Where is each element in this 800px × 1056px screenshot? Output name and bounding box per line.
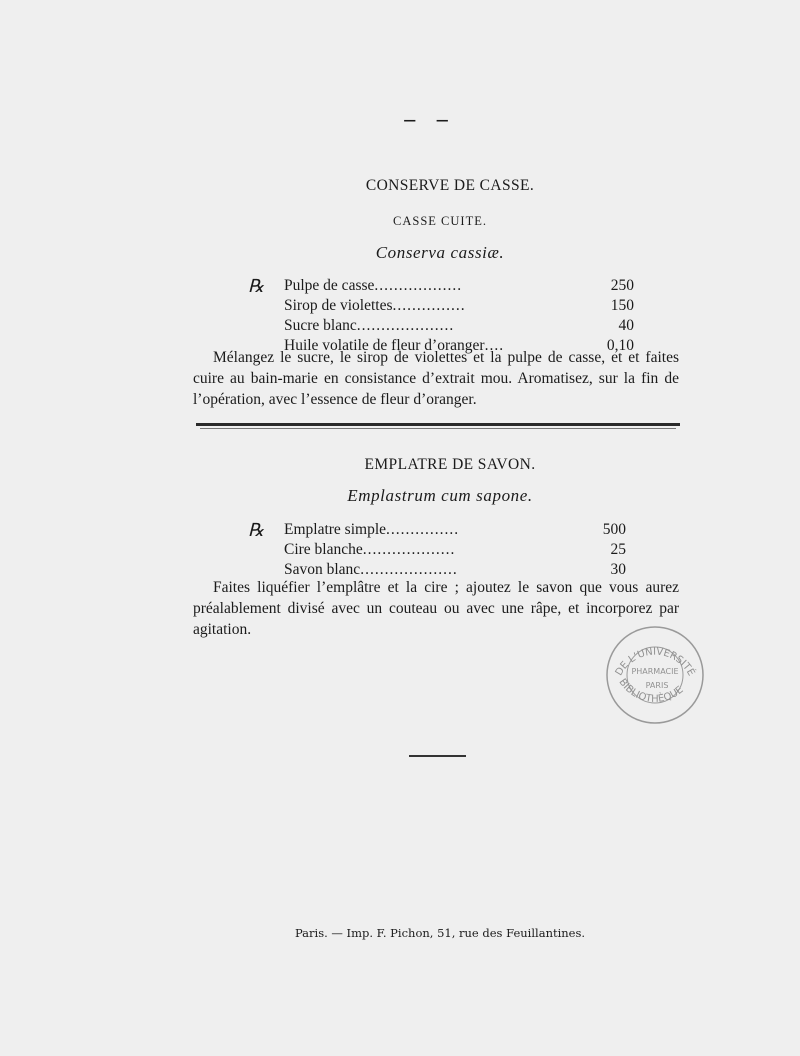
- stamp-center-line1: PHARMACIE: [631, 667, 679, 676]
- section-divider: [196, 423, 680, 426]
- ingredient-row: [248, 276, 648, 296]
- ingredient-qty: 40: [618, 317, 634, 334]
- ingredient-dots: ...............: [386, 521, 460, 538]
- ingredient-name: Pulpe de casse: [284, 277, 375, 294]
- recipe-symbol: ℞: [248, 520, 265, 540]
- latin-name-conserva: Conserva cassiæ.: [375, 243, 505, 262]
- ingredient-dots: ....: [484, 337, 505, 354]
- ingredient-dots: ....................: [356, 317, 455, 334]
- stamp-bottom-text: BIBLIOTHÈQUE: [616, 676, 686, 705]
- ingredient-list-conserve: [248, 276, 648, 356]
- ingredient-qty: 0,10: [606, 337, 634, 354]
- ingredient-row: [248, 296, 648, 316]
- ingredient-name: Savon blanc: [284, 561, 361, 578]
- ingredient-qty: 30: [610, 561, 626, 578]
- recipe-symbol: ℞: [248, 276, 265, 296]
- ingredient-qty: 250: [610, 277, 634, 294]
- ingredient-qty: 25: [610, 541, 626, 558]
- instructions-conserve: Mélangez le sucre, le sirop de violettes et la pulpe de casse, et et faites cuire au bain-marie en consistance d’extrait mou. Aromatisez, sur la fin de l’opération, avec l’essence de fleur d’oranger.: [193, 349, 679, 408]
- section-title-conserve: CONSERVE DE CASSE.: [365, 177, 535, 194]
- printer-imprint: Paris. — Imp. F. Pichon, 51, rue des Feuillantines.: [294, 926, 586, 940]
- page-marker: – –: [404, 106, 456, 131]
- closing-rule: [409, 755, 466, 757]
- ingredient-name: Sucre blanc: [284, 317, 357, 334]
- section-subtitle-casse-cuite: CASSE CUITE.: [393, 214, 487, 228]
- ingredient-dots: ....................: [360, 561, 458, 578]
- ingredient-name: Huile volatile de fleur d’oranger: [284, 337, 485, 354]
- section-divider-thin: [200, 428, 676, 429]
- ingredient-name: Sirop de violettes: [284, 297, 393, 314]
- latin-name-emplastrum: Emplastrum cum sapone.: [347, 486, 533, 505]
- ingredient-qty: 150: [610, 297, 634, 314]
- ingredient-list-emplatre: [248, 520, 648, 580]
- ingredient-row: [248, 316, 648, 336]
- ingredient-dots: ...................: [362, 541, 456, 558]
- ingredient-row: [248, 520, 648, 540]
- stamp-center-line2: PARIS: [645, 681, 669, 690]
- ingredient-qty: 500: [602, 521, 626, 538]
- ingredient-row: [248, 540, 648, 560]
- ingredient-name: Cire blanche: [284, 541, 363, 558]
- section-title-emplatre: EMPLATRE DE SAVON.: [364, 456, 536, 473]
- ingredient-name: Emplatre simple: [284, 521, 387, 538]
- library-stamp: [604, 624, 706, 726]
- ingredient-dots: ..................: [374, 277, 463, 294]
- instructions-emplatre: Faites liquéfier l’emplâtre et la cire ; ajoutez le savon que vous aurez préalablement divisé avec un couteau ou avec une râpe, et incorporez par agitation.: [193, 579, 679, 638]
- stamp-top-text: DE L’UNIVERSITÉ: [613, 646, 697, 678]
- ingredient-dots: ...............: [392, 297, 466, 314]
